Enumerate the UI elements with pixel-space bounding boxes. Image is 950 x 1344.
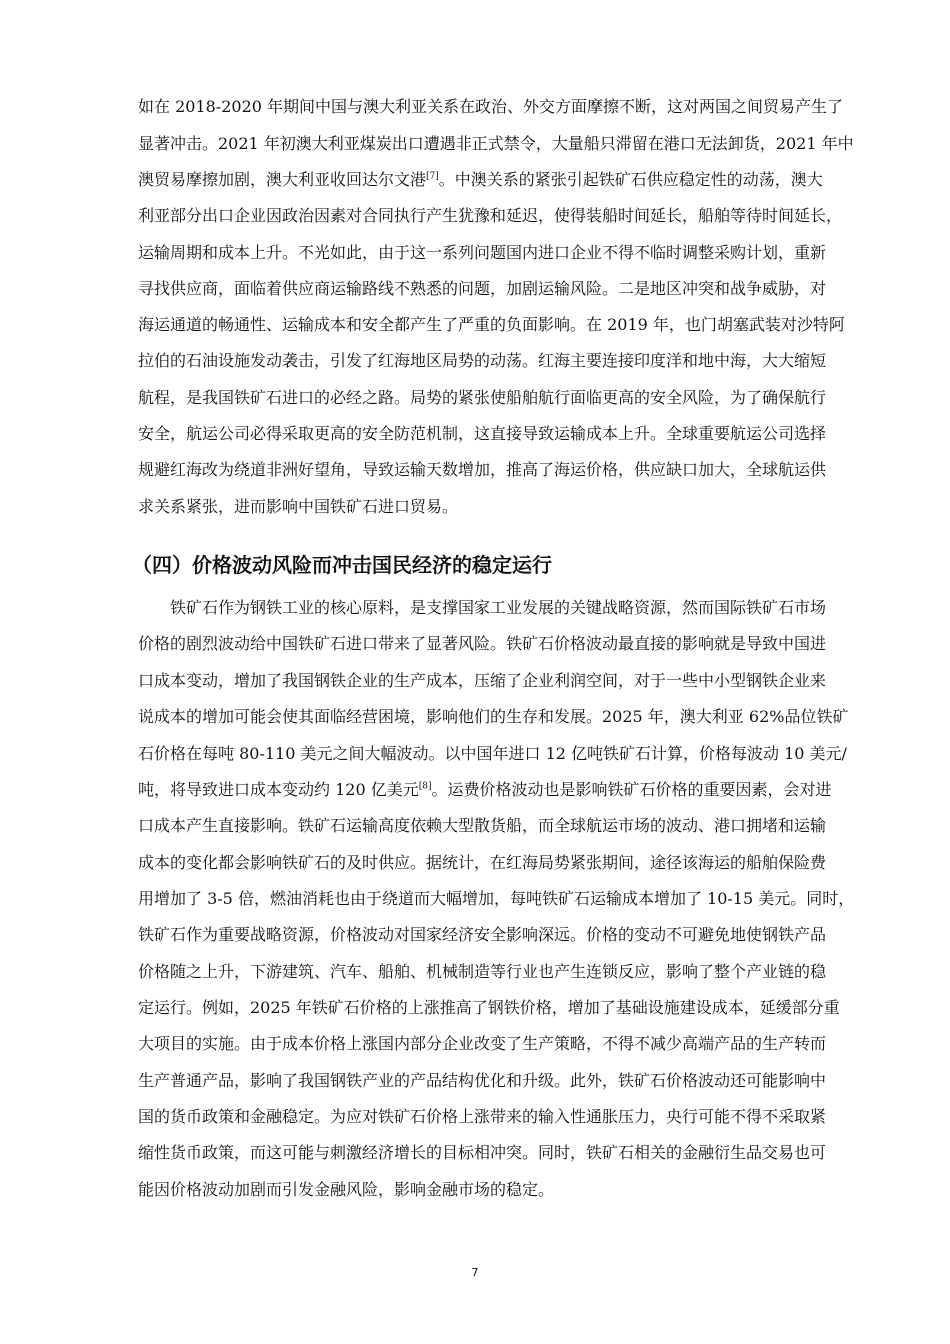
text-line: 铁矿石作为重要战略资源，价格波动对国家经济安全影响深远。价格的变动不可避免地使钢铁产品 (138, 925, 827, 944)
text-line: 价格的剧烈波动给中国铁矿石进口带来了显著风险。铁矿石价格波动最直接的影响就是导致中国进 (138, 634, 827, 653)
text-line: 缩性货币政策，而这可能与刺激经济增长的目标相冲突。同时，铁矿石相关的金融衍生品交易也可 (138, 1143, 827, 1162)
text-segment: 吨，将导致进口成本变动约 120 亿美元 (138, 780, 419, 799)
section-heading: （四）价格波动风险而冲击国民经济的稳定运行 (132, 553, 552, 577)
text-line: 能因价格波动加剧而引发金融风险，影响金融市场的稳定。 (138, 1180, 555, 1199)
text-segment: 。运费价格波动也是影响铁矿石价格的重要因素，会对进 (431, 780, 832, 799)
text-line: 海运通道的畅通性、运输成本和安全都产生了严重的负面影响。在 2019 年，也门胡塞武装对沙特阿 (138, 315, 845, 334)
text-line: 成本的变化都会影响铁矿石的及时供应。据统计，在红海局势紧张期间，途径该海运的船舶保险费 (138, 853, 827, 872)
text-line: 寻找供应商，面临着供应商运输路线不熟悉的问题，加剧运输风险。二是地区冲突和战争威胁，对 (138, 279, 827, 298)
text-line: 拉伯的石油设施发动袭击，引发了红海地区局势的动荡。红海主要连接印度洋和地中海，大大缩短 (138, 351, 827, 370)
text-line (138, 170, 823, 190)
text-line: 大项目的实施。由于成本价格上涨国内部分企业改变了生产策略，不得不减少高端产品的生产转而 (138, 1034, 827, 1053)
text-line: 显著冲击。2021 年初澳大利亚煤炭出口遭遇非正式禁令，大量船只滞留在港口无法卸货，2021 年中 (138, 134, 854, 153)
text-line: 安全，航运公司必得采取更高的安全防范机制，这直接导致运输成本上升。全球重要航运公司选择 (138, 424, 827, 443)
text-line: 口成本变动，增加了我国钢铁企业的生产成本，压缩了企业利润空间，对于一些中小型钢铁企业来 (138, 671, 827, 690)
text-line: 利亚部分出口企业因政治因素对合同执行产生犹豫和延迟，使得装船时间延长，船舶等待时间延长， (138, 206, 843, 225)
text-line: 国的货币政策和金融稳定。为应对铁矿石价格上涨带来的输入性通胀压力，央行可能不得不采取紧 (138, 1107, 827, 1126)
citation-ref: [8] (418, 781, 432, 792)
text-line: 口成本产生直接影响。铁矿石运输高度依赖大型散货船，而全球航运市场的波动、港口拥堵和运输 (138, 816, 827, 835)
text-line: 求关系紧张，进而影响中国铁矿石进口贸易。 (138, 497, 459, 516)
text-line: 石价格在每吨 80-110 美元之间大幅波动。以中国年进口 12 亿吨铁矿石计算，价格每波动 10 美元/ (138, 744, 847, 763)
page-number: 7 (471, 1266, 479, 1279)
text-line: 说成本的增加可能会使其面临经营困境，影响他们的生存和发展。2025 年，澳大利亚 62%品位铁矿 (138, 707, 849, 726)
text-line: 如在 2018-2020 年期间中国与澳大利亚关系在政治、外交方面摩擦不断，这对两国之间贸易产生了 (138, 97, 844, 116)
text-line: 定运行。例如，2025 年铁矿石价格的上涨推高了钢铁价格，增加了基础设施建设成本，延缓部分重 (138, 998, 840, 1017)
text-segment: 澳贸易摩擦加剧，澳大利亚收回达尔文港 (138, 170, 427, 189)
text-line: 生产普通产品，影响了我国钢铁产业的产品结构优化和升级。此外，铁矿石价格波动还可能影响中 (138, 1071, 827, 1090)
text-line (138, 780, 832, 800)
text-line: 规避红海改为绕道非洲好望角，导致运输天数增加，推高了海运价格，供应缺口加大，全球航运供 (138, 460, 827, 479)
text-segment: 。中澳关系的紧张引起铁矿石供应稳定性的动荡，澳大 (438, 170, 823, 189)
text-line: 用增加了 3-5 倍，燃油消耗也由于绕道而大幅增加，每吨铁矿石运输成本增加了 10-15 美元。同时， (138, 889, 855, 908)
text-line: 运输周期和成本上升。不光如此，由于这一系列问题国内进口企业不得不临时调整采购计划，重新 (138, 243, 827, 262)
text-line: 航程，是我国铁矿石进口的必经之路。局势的紧张使船舶航行面临更高的安全风险，为了确保航行 (138, 388, 827, 407)
text-line: 铁矿石作为钢铁工业的核心原料，是支撑国家工业发展的关键战略资源，然而国际铁矿石市场 (170, 598, 827, 617)
citation-ref: [7] (426, 171, 439, 182)
text-line: 价格随之上升，下游建筑、汽车、船舶、机械制造等行业也产生连锁反应，影响了整个产业链的稳 (138, 962, 827, 981)
